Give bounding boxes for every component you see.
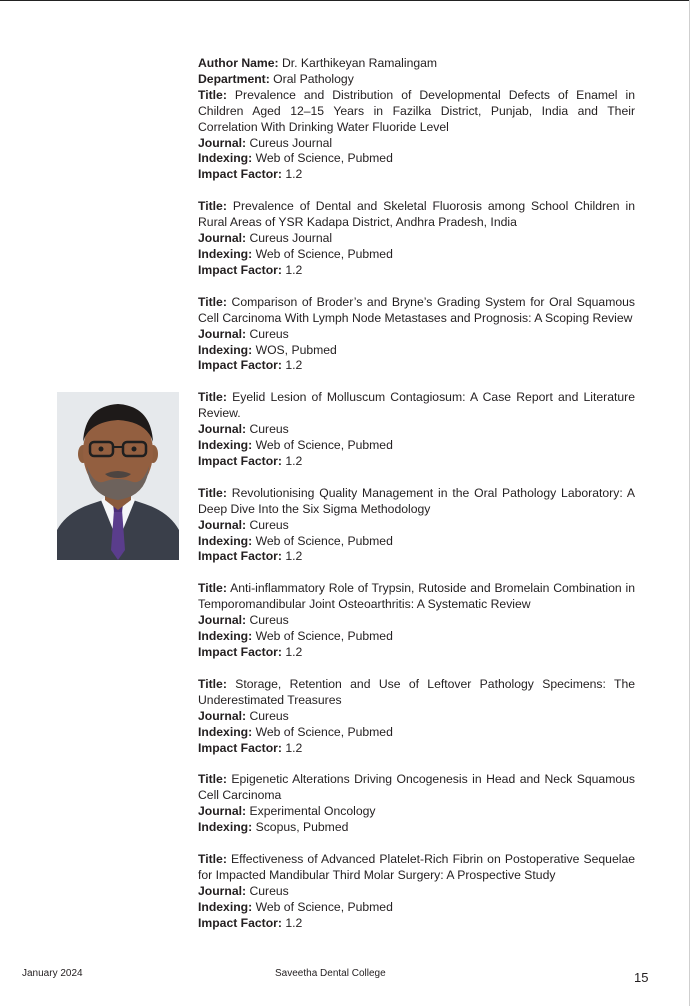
- title-line: [198, 199, 635, 231]
- impact-value: 1.2: [285, 915, 303, 930]
- indexing-label: Indexing:: [198, 246, 253, 261]
- indexing-label: Indexing:: [198, 438, 253, 453]
- impact-label: Impact Factor:: [198, 262, 282, 277]
- journal-name: Cureus: [249, 422, 289, 437]
- department: Oral Pathology: [273, 71, 354, 86]
- journal-name: Cureus Journal: [249, 231, 333, 246]
- indexing-value: Web of Science, Pubmed: [255, 899, 393, 914]
- page-number: 15: [634, 970, 649, 985]
- impact-label: Impact Factor:: [198, 358, 282, 373]
- indexing-line: [198, 247, 635, 263]
- impact-line: [198, 358, 635, 374]
- indexing-value: Web of Science, Pubmed: [255, 629, 393, 644]
- indexing-label: Indexing:: [198, 724, 253, 739]
- publication-entry: [198, 390, 635, 470]
- publication-entry: [198, 295, 635, 375]
- publication-title: Comparison of Broder’s and Bryne’s Grading System for Oral Squamous Cell Carcinoma With Lymph Node Metastases and Prognosis: A Scoping Review: [198, 294, 635, 325]
- journal-line: [198, 804, 635, 820]
- journal-name: Cureus: [249, 708, 289, 723]
- impact-label: Impact Factor:: [198, 645, 282, 659]
- indexing-line: [198, 343, 635, 359]
- impact-line: [198, 454, 635, 470]
- title-label: Title:: [198, 485, 227, 500]
- impact-value: 1.2: [285, 262, 303, 277]
- impact-label: Impact Factor:: [198, 453, 282, 468]
- indexing-line: [198, 151, 635, 167]
- title-label: Title:: [198, 87, 227, 102]
- journal-label: Journal:: [198, 804, 247, 819]
- journal-line: [198, 709, 635, 725]
- indexing-value: Web of Science, Pubmed: [255, 724, 393, 739]
- title-line: [198, 852, 635, 884]
- publication-title: Anti-inflammatory Role of Trypsin, Rutoside and Bromelain Combination in Temporomandibular Joint Osteoarthritis: A Systematic Review: [198, 581, 635, 612]
- impact-value: 1.2: [285, 549, 303, 564]
- publication-title: Eyelid Lesion of Molluscum Contagiosum: A Case Report and Literature Review.: [198, 390, 636, 421]
- title-label: Title:: [198, 294, 227, 309]
- publication-content: [198, 56, 635, 948]
- publication-entry: [198, 486, 635, 566]
- journal-label: Journal:: [198, 135, 247, 150]
- impact-line: [198, 167, 635, 183]
- journal-name: Cureus: [249, 883, 289, 898]
- impact-line: [198, 916, 635, 932]
- publication-title: Storage, Retention and Use of Leftover Pathology Specimens: The Underestimated Treasures: [198, 676, 635, 707]
- title-label: Title:: [198, 581, 227, 596]
- footer-date: January 2024: [22, 968, 83, 979]
- journal-label: Journal:: [198, 517, 247, 532]
- title-label: Title:: [198, 772, 227, 787]
- indexing-line: [198, 629, 635, 645]
- impact-label: Impact Factor:: [198, 549, 282, 564]
- title-line: [198, 677, 635, 709]
- impact-label: Impact Factor:: [198, 915, 282, 930]
- title-label: Title:: [198, 390, 227, 405]
- impact-line: [198, 645, 635, 661]
- journal-line: [198, 613, 635, 629]
- journal-label: Journal:: [198, 613, 247, 628]
- journal-name: Cureus Journal: [249, 135, 333, 150]
- title-label: Title:: [198, 676, 227, 691]
- journal-line: [198, 884, 635, 900]
- indexing-line: [198, 820, 635, 836]
- journal-label: Journal:: [198, 326, 247, 341]
- author-info: [198, 56, 635, 183]
- indexing-line: [198, 534, 635, 550]
- title-line: [198, 486, 635, 518]
- department-line: [198, 72, 635, 88]
- journal-label: Journal:: [198, 422, 247, 437]
- impact-value: 1.2: [285, 167, 303, 182]
- journal-label: Journal:: [198, 231, 247, 246]
- indexing-label: Indexing:: [198, 342, 253, 357]
- indexing-label: Indexing:: [198, 899, 253, 914]
- journal-name: Cureus: [249, 517, 289, 532]
- journal-line: [198, 327, 635, 343]
- indexing-value: Scopus, Pubmed: [255, 820, 349, 835]
- title-line: [198, 295, 635, 327]
- top-border-line: [0, 0, 690, 1]
- author-photo: [57, 392, 179, 560]
- journal-name: Cureus: [249, 613, 289, 628]
- impact-value: 1.2: [285, 453, 303, 468]
- indexing-value: Web of Science, Pubmed: [255, 246, 393, 261]
- author-name: Dr. Karthikeyan Ramalingam: [281, 56, 438, 70]
- publication-entry: [198, 772, 635, 836]
- title-line: [198, 581, 635, 613]
- publication-title: Revolutionising Quality Management in the Oral Pathology Laboratory: A Deep Dive Into the Six Sigma Methodology: [198, 485, 636, 516]
- indexing-line: [198, 438, 635, 454]
- publication-title: Effectiveness of Advanced Platelet-Rich Fibrin on Postoperative Sequelae for Impacted Mandibular Third Molar Surgery: A Prospective Study: [198, 852, 635, 882]
- author-name-label: Author Name:: [198, 56, 279, 70]
- title-line: [198, 772, 635, 804]
- indexing-line: [198, 900, 635, 916]
- impact-line: [198, 741, 635, 757]
- publication-title: Prevalence and Distribution of Developmental Defects of Enamel in Children Aged 12–15 Years in Fazilka District, Punjab, India and Their Correlation With Drinking Water Fluoride Level: [198, 87, 636, 134]
- title-label: Title:: [198, 199, 227, 214]
- impact-label: Impact Factor:: [198, 167, 282, 182]
- author-name-line: [198, 56, 635, 72]
- indexing-value: Web of Science, Pubmed: [255, 151, 393, 166]
- publication-entry: [198, 199, 635, 279]
- indexing-label: Indexing:: [198, 629, 253, 644]
- title-line: [198, 88, 635, 136]
- publication-entry: [198, 677, 635, 757]
- title-line: [198, 390, 635, 422]
- journal-label: Journal:: [198, 708, 247, 723]
- indexing-label: Indexing:: [198, 151, 253, 166]
- indexing-value: Web of Science, Pubmed: [255, 533, 393, 548]
- journal-name: Experimental Oncology: [249, 804, 376, 819]
- footer-college: Saveetha Dental College: [275, 968, 386, 979]
- impact-value: 1.2: [285, 358, 303, 373]
- publication-title: Prevalence of Dental and Skeletal Fluorosis among School Children in Rural Areas of YSR Kadapa District, Andhra Pradesh, India: [198, 199, 635, 230]
- journal-line: [198, 136, 635, 152]
- journal-line: [198, 518, 635, 534]
- publication-title: Epigenetic Alterations Driving Oncogenesis in Head and Neck Squamous Cell Carcinoma: [198, 772, 635, 803]
- publication-entry: [198, 852, 635, 932]
- title-label: Title:: [198, 852, 227, 867]
- journal-label: Journal:: [198, 883, 247, 898]
- impact-line: [198, 549, 635, 565]
- indexing-label: Indexing:: [198, 533, 253, 548]
- publication-entry: [198, 581, 635, 661]
- journal-line: [198, 231, 635, 247]
- indexing-label: Indexing:: [198, 820, 253, 835]
- impact-line: [198, 263, 635, 279]
- journal-line: [198, 422, 635, 438]
- department-label: Department:: [198, 71, 270, 86]
- indexing-value: Web of Science, Pubmed: [255, 438, 393, 453]
- impact-value: 1.2: [285, 645, 303, 659]
- journal-name: Cureus: [249, 326, 289, 341]
- impact-value: 1.2: [285, 740, 303, 755]
- indexing-line: [198, 725, 635, 741]
- impact-label: Impact Factor:: [198, 740, 282, 755]
- indexing-value: WOS, Pubmed: [255, 342, 337, 357]
